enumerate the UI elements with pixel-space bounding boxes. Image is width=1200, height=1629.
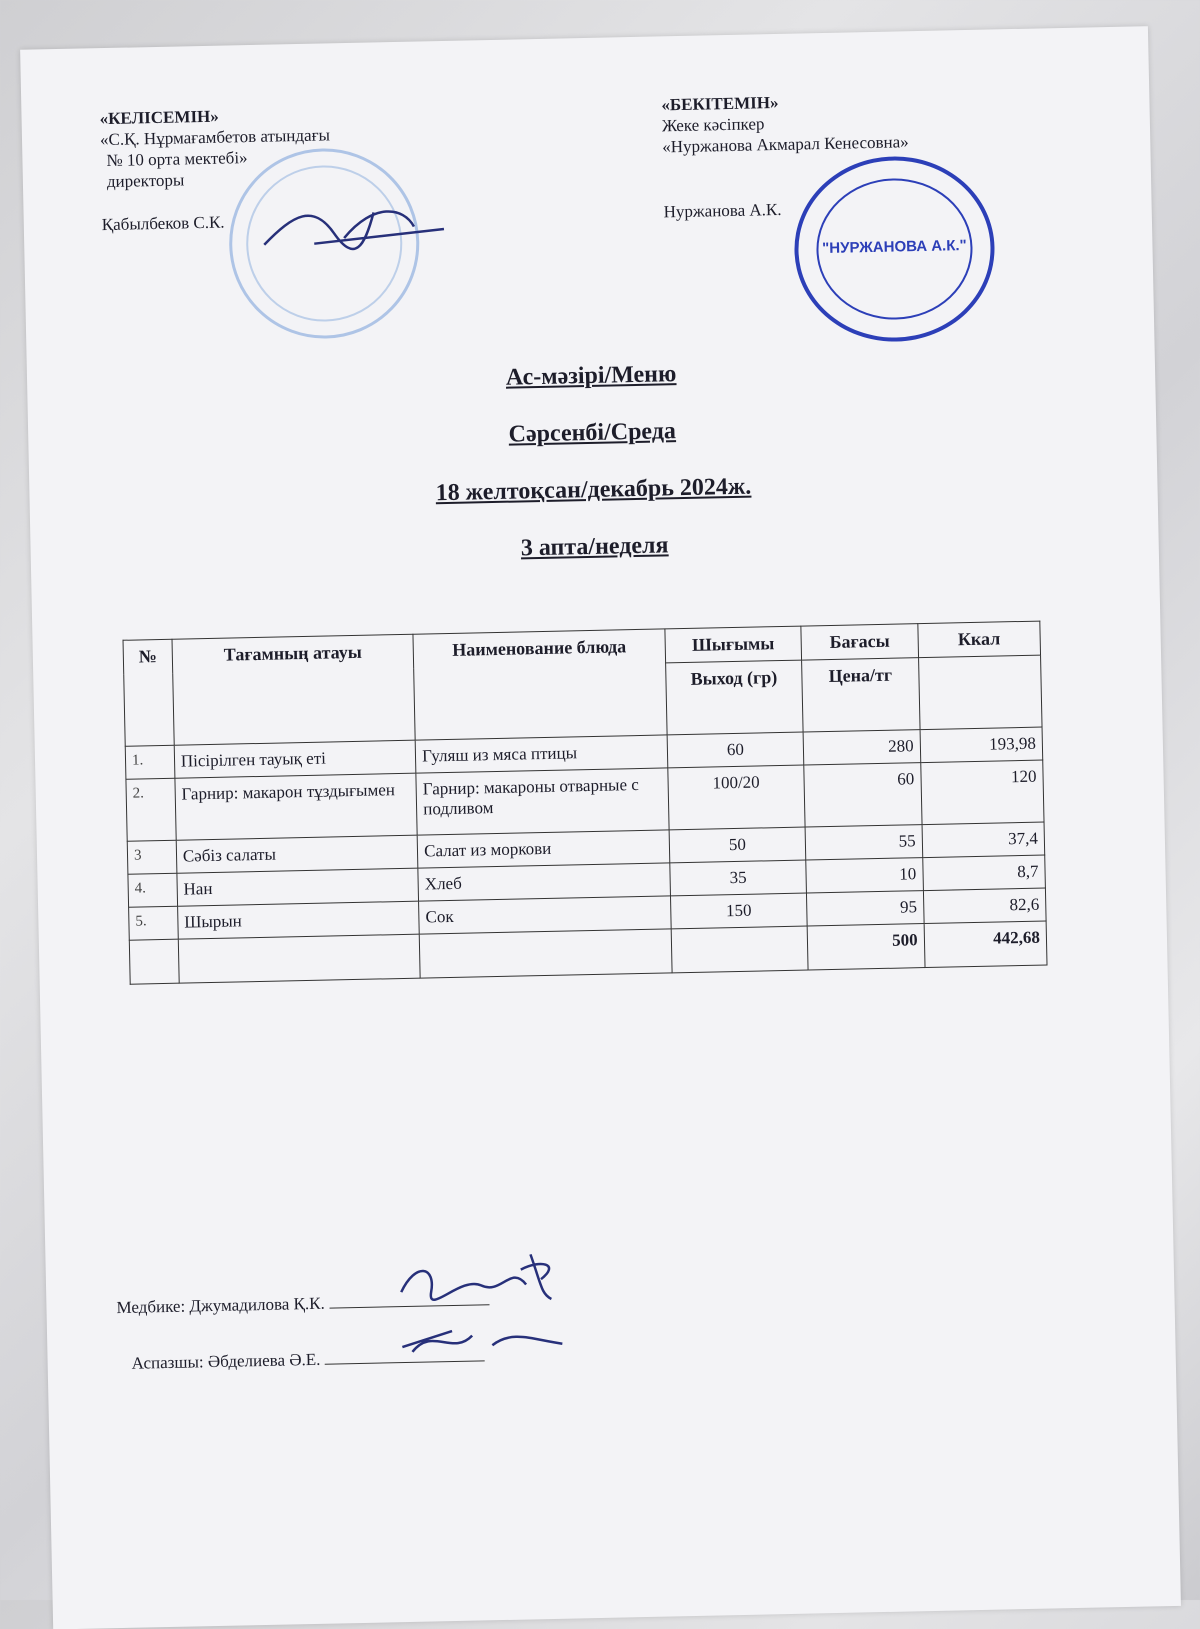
row-yield: 50 [669,827,806,863]
row-name-ru: Хлеб [418,863,670,901]
row-num: 1. [125,745,174,779]
row-price: 60 [804,763,922,827]
row-num: 5. [129,906,178,940]
approval-right-line1: Жеке кәсіпкер [661,114,765,136]
approval-left-line2: № 10 орта мектебі» [106,148,248,171]
header-name-ru: Наименование блюда [413,629,667,740]
row-num: 4. [128,873,177,907]
row-name-kz: Шырын [177,901,419,939]
approval-right-line2: «Нуржанова Акмарал Кенесовна» [662,132,909,157]
row-yield: 60 [667,732,804,768]
signature-left-icon [253,191,454,265]
approval-right-signer: Нуржанова А.К. [663,199,782,222]
row-yield: 150 [670,893,807,929]
header-yield-ru: Выход (гр) [665,660,803,735]
approval-left-heading: «КЕЛІСЕМІН» [99,106,219,129]
row-name-kz: Гарнир: макарон тұздығымен [175,773,418,840]
header-price-ru: Цена/тг [802,658,920,732]
row-kcal: 8,7 [922,855,1045,891]
menu-table [123,621,1048,985]
nurse-signer: Медбике: Джумадилова Қ.К. [116,1293,325,1318]
row-name-ru: Гуляш из мяса птицы [415,735,667,773]
row-yield: 35 [670,860,807,896]
row-kcal: 37,4 [922,822,1045,858]
title-day: Сәрсенбі/Среда [508,418,677,448]
total-price: 500 [807,924,924,970]
signature-nurse-icon [390,1244,571,1318]
row-num: 2. [126,778,176,841]
row-name-ru: Сок [419,896,671,934]
title-week: 3 апта/неделя [520,532,669,562]
row-name-ru: Гарнир: макароны отварные с подливом [416,768,669,835]
header-price-kz: Бағасы [801,624,918,660]
row-kcal: 193,98 [920,727,1043,763]
total-kcal: 442,68 [924,921,1047,968]
title-block [27,351,1160,603]
title-menu: Ас-мәзірі/Меню [505,361,677,391]
row-price: 10 [806,858,923,893]
approval-left-signer: Қабылбеков С.К. [101,212,225,235]
approval-right-heading: «БЕКІТЕМІН» [661,92,779,115]
cook-signer: Аспазшы: Әбделиева Ә.Е. [131,1349,321,1373]
row-num: 3 [127,840,176,874]
row-price: 280 [803,730,920,765]
header-kcal: Ккал [918,621,1041,658]
stamp-right-name: "НУРЖАНОВА А.К." [822,237,967,258]
title-date: 18 желтоқсан/декабрь 2024ж. [435,473,752,507]
header-kcal-sub [918,655,1042,730]
row-name-kz: Сәбіз салаты [176,835,418,873]
row-kcal: 82,6 [923,888,1046,924]
row-name-kz: Пісірілген тауық еті [174,740,416,778]
menu-document [20,26,1181,1629]
approval-left-line1: «С.Қ. Нұрмағамбетов атындағы [99,125,331,150]
row-price: 95 [807,891,924,926]
row-price: 55 [805,825,922,860]
entrepreneur-stamp-icon [793,154,997,343]
header-name-kz: Тағамның атауы [172,634,416,745]
row-yield: 100/20 [668,765,806,830]
row-kcal: 120 [920,760,1044,825]
header-num: № [123,639,174,746]
signature-cook-icon [392,1314,573,1368]
row-name-ru: Салат из моркови [417,830,669,868]
approval-left-line3: директоры [106,170,185,192]
row-name-kz: Нан [177,868,419,906]
header-yield-kz: Шығымы [665,626,802,663]
